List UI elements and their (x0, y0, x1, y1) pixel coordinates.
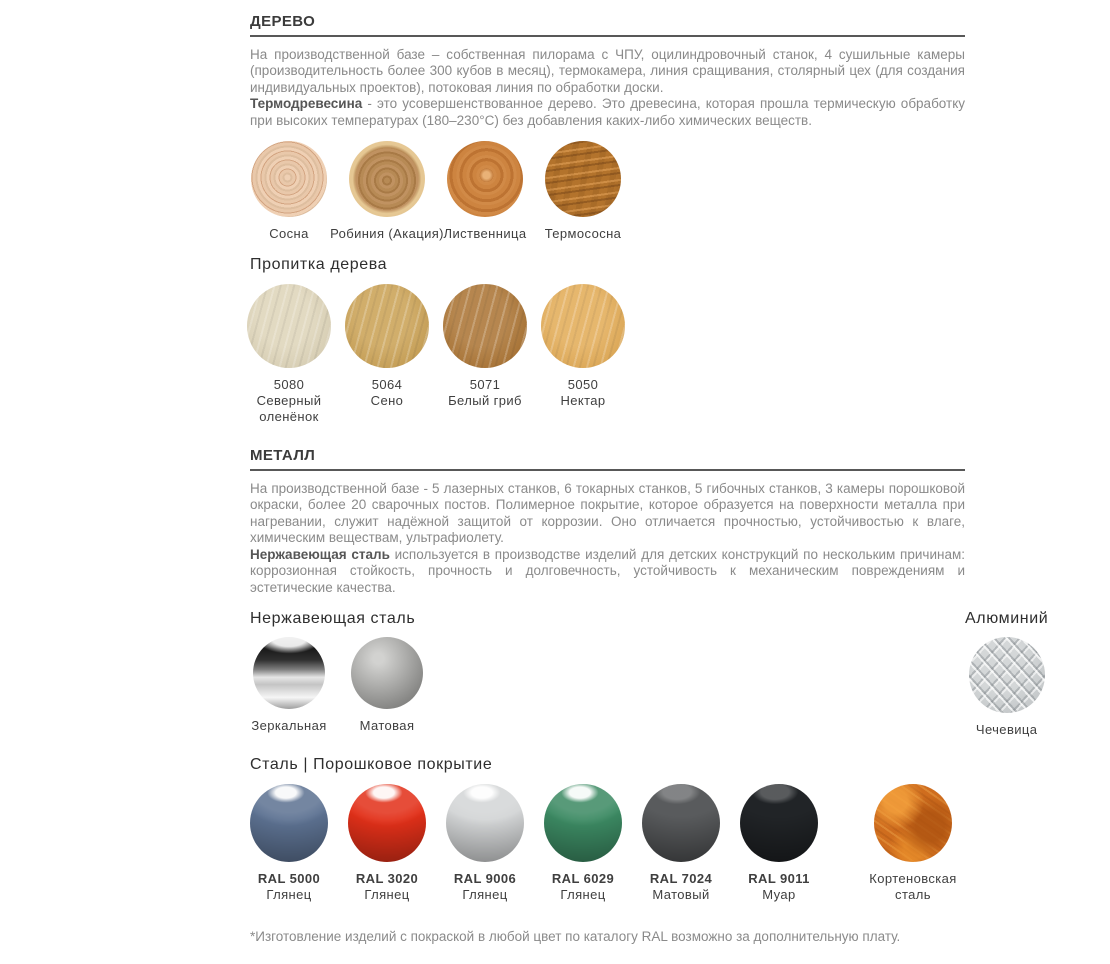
wood-intro-paragraph (250, 47, 965, 96)
robinia-swatch-circle (349, 141, 425, 217)
impregnation-code: 5064 (371, 377, 403, 393)
ral-footnote: *Изготовление изделий с покраской в любой цвет по каталогу RAL возможно за дополнительную плату. (250, 928, 901, 944)
ral5000-sphere (250, 784, 328, 862)
metal-section-divider (250, 469, 965, 471)
ral-code: RAL 9011 (748, 870, 810, 886)
swatch-label (448, 377, 522, 409)
stainless-text: используется в производстве изделий для детских конструкций по нескольким причинам: коррозионная стойкость, прочность и долговечность, устойчивость к механическим повреждениям и эстетические качества. (250, 546, 965, 595)
powder-swatch-ral6029 (534, 784, 632, 903)
swatch-label (356, 871, 418, 903)
ral9011-sphere (740, 784, 818, 862)
impregnation-swatch-5080 (240, 284, 338, 425)
ral-finish: Муар (762, 886, 796, 902)
ral-finish: Матовый (652, 886, 710, 902)
aluminum-lentil-swatch (969, 637, 1045, 713)
stainless-swatch-matte (338, 637, 436, 734)
corten-steel-circle (874, 784, 952, 862)
swatch-label (240, 377, 338, 425)
swatch-label: Матовая (359, 718, 415, 734)
wood-swatch-pine (240, 141, 338, 242)
swatch-label (454, 871, 516, 903)
impregnation-circle (345, 284, 429, 368)
swatch-label (650, 871, 712, 903)
impregnation-name: Белый гриб (448, 393, 522, 409)
impregnation-row (240, 284, 965, 425)
stainless-term: Нержавеющая сталь (250, 546, 390, 562)
stainless-swatch-mirror (240, 637, 338, 734)
pine-swatch-circle (251, 141, 327, 217)
stainless-swatch-row (240, 637, 965, 734)
ral3020-sphere (348, 784, 426, 862)
ral-code: RAL 5000 (257, 870, 321, 886)
swatch-label (552, 871, 614, 903)
matte-steel-sphere (351, 637, 423, 709)
powder-coating-heading: Сталь | Порошковое покрытие (250, 755, 493, 773)
ral7024-sphere (642, 784, 720, 862)
ral-finish: Глянец (462, 886, 508, 902)
ral6029-sphere (544, 784, 622, 862)
metal-section (250, 446, 1049, 903)
impregnation-code: 5080 (273, 377, 305, 393)
swatch-label (560, 377, 605, 409)
metal-section-title: МЕТАЛЛ (250, 446, 316, 464)
metal-intro-paragraph (250, 481, 965, 547)
swatch-label: Сосна (269, 226, 309, 242)
swatch-label: Кортеновская сталь (869, 870, 957, 902)
ral-finish: Глянец (364, 886, 410, 902)
impregnation-name: Нектар (560, 393, 606, 409)
swatch-label (371, 377, 404, 409)
mirror-steel-sphere (253, 637, 325, 709)
thermowood-term: Термодревесина (250, 96, 363, 112)
impregnation-circle (247, 284, 331, 368)
ral-finish: Глянец (560, 886, 606, 902)
wood-intro-text: На производственной базе – собственная пилорама с ЧПУ, оцилиндровочный станок, 4 сушильные камеры (производительность более 300 кубов в месяц), термокамера, линия сращивания, столярный цех (для создания индивидуальных проектов), потоковая линия по обработки доски. (250, 47, 965, 95)
thermopine-swatch-circle (545, 141, 621, 217)
wood-swatch-larch (436, 141, 534, 242)
impregnation-code: 5050 (567, 377, 599, 393)
powder-swatch-ral3020 (338, 784, 436, 903)
wood-swatch-thermopine (534, 141, 632, 242)
stainless-heading: Нержавеющая сталь (250, 610, 416, 628)
impregnation-code: 5071 (469, 377, 501, 393)
swatch-label: Термососна (544, 226, 622, 242)
stainless-column (250, 610, 965, 734)
impregnation-swatch-5071 (436, 284, 534, 409)
stainless-aluminum-row (250, 610, 1049, 738)
stainless-paragraph (250, 547, 965, 596)
wood-species-row (240, 141, 965, 242)
ral9006-sphere (446, 784, 524, 862)
aluminum-column (965, 610, 1048, 738)
larch-swatch-circle (447, 141, 523, 217)
swatch-label: Зеркальная (251, 718, 327, 734)
corten-steel-swatch (861, 784, 965, 903)
powder-swatch-ral9006 (436, 784, 534, 903)
thermowood-text: - это усовершенствованное дерево. Это древесина, которая прошла термическую обработку при высоких температурах (180–230°С) без добавления каких-либо химических веществ. (250, 96, 965, 128)
impregnation-name: Сено (370, 393, 404, 409)
impregnation-circle (443, 284, 527, 368)
swatch-label (748, 871, 810, 903)
thermowood-paragraph (250, 96, 965, 129)
ral-code: RAL 7024 (649, 870, 713, 886)
swatch-label: Робиния (Акация) (330, 226, 444, 242)
powder-coating-row (240, 784, 965, 903)
swatch-label: Лиственница (443, 226, 527, 242)
ral-code: RAL 6029 (551, 870, 615, 886)
wood-section (250, 13, 965, 425)
aluminum-heading: Алюминий (965, 610, 1049, 628)
powder-swatch-ral5000 (240, 784, 338, 903)
wood-swatch-robinia (330, 141, 444, 242)
ral-finish: Глянец (266, 886, 312, 902)
impregnation-circle (541, 284, 625, 368)
wood-section-title: ДЕРЕВО (250, 13, 316, 30)
ral-code: RAL 3020 (355, 870, 419, 886)
impregnation-name: Северный оленёнок (256, 393, 322, 424)
powder-swatch-ral9011 (730, 784, 828, 903)
impregnation-swatch-5050 (534, 284, 632, 409)
impregnation-heading: Пропитка дерева (250, 256, 388, 274)
metal-intro-text: На производственной базе - 5 лазерных станков, 6 токарных станков, 5 гибочных станков, 3 камеры порошковой окраски, более 20 сварочных постов. Полимерное покрытие, которое образуется на поверхности металла при нагревании, служит надёжной защитой от коррозии. Оно отличается прочностью, устойчивостью к влаге, химическим веществам, ультрафиолету. (250, 480, 965, 546)
impregnation-swatch-5064 (338, 284, 436, 409)
ral-code: RAL 9006 (453, 870, 517, 886)
powder-swatch-ral7024 (632, 784, 730, 903)
swatch-label: Чечевица (975, 722, 1038, 738)
wood-section-divider (250, 35, 965, 37)
swatch-label (258, 871, 320, 903)
